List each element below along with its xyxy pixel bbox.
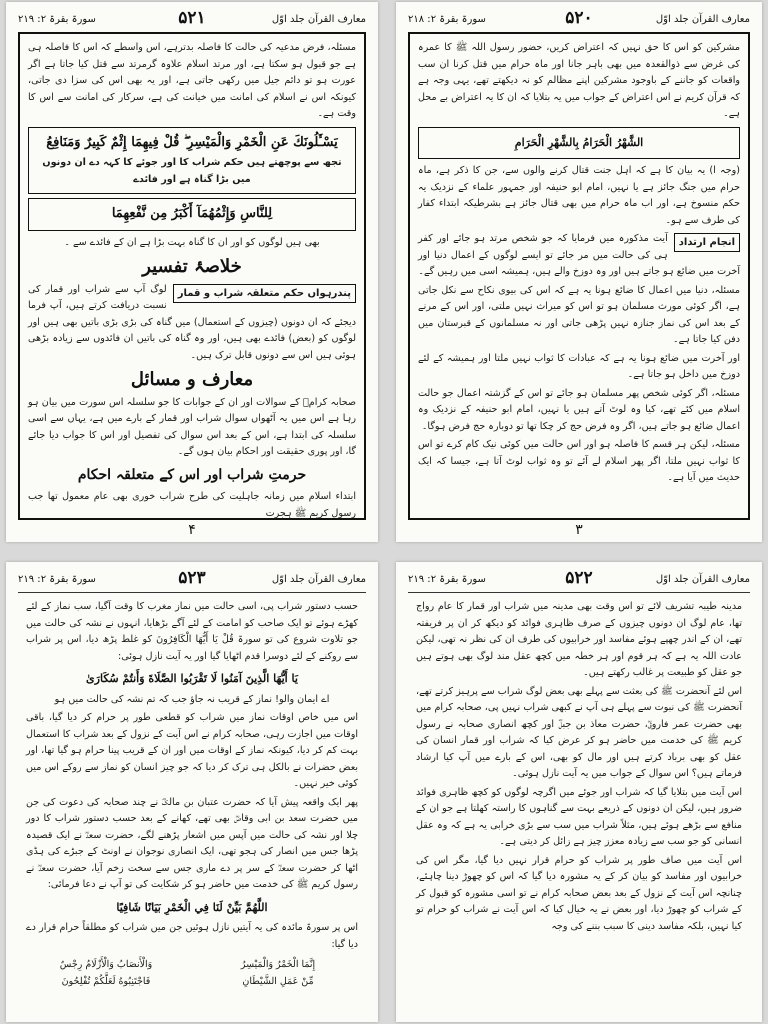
maarif-heading: معارف و مسائل — [130, 369, 254, 390]
side-note: انجام ارتداد — [674, 233, 740, 252]
quran-verse-2: لِلنَّاسِ وَإِثْمُهُمَآ أَكْبَرُ مِن نَّفْعِهِمَا — [111, 206, 273, 221]
verse-cell: إِنَّمَا الْخَمْرُ وَالْمَيْسِرُ — [240, 959, 316, 970]
quran-verse: الشَّهْرُ الْحَرَامُ بِالشَّهْرِ الْحَرَامِ — [514, 135, 644, 149]
paragraph: آیت مذکورہ میں فرمایا کہ جو شخص مرتد ہو جائے اور کفر ہی کی حالت میں مر جائے تو ایسے لوگوں کے اعمال دنیا اور آخرت میں ضائع ہو جاتے ہیں اور وہ دوزخ والے ہیں، ہمیشہ اسی میں رہیں گے۔ — [418, 233, 740, 277]
paragraph-last: ابتداء اسلام میں زمانہ جاہلیت کی طرح شراب خوری بھی عام معمول تھا جب رسول کریم ﷺ ہجرت — [28, 491, 356, 519]
paragraph: حسب دستور شراب پی، اسی حالت میں نماز مغرب کا وقت آگیا، سب نماز کے لئے کھڑے ہوئے تو ایک صاحب کو امامت کے لئے آگے بڑھایا، انہوں نے نشہ کی حالت میں جو تلاوت شروع کی تو سورۃ قُلْ يَا أَيُّهَا الْكَافِرُونَ کو غلط پڑھ دیا، اس پر شراب سے روکنے کے لئے دوسرا قدم اٹھایا گیا اور یہ آیت نازل ہوئی: — [26, 601, 358, 662]
page-number: ۵۲۳ — [178, 568, 206, 588]
verse-box-2 — [28, 198, 356, 231]
paragraph: مسئلہ، اگر کوئی شخص پھر مسلمان ہو جائے تو اس کے گزشتہ اعمال جو حالت اسلام میں کئے تھے، کیا وہ لوٹ آتے ہیں یا نہیں، امام ابو حنیفہ کے نزدیک وہ اعمال ضائع ہو جاتے ہیں، اگر وہ فرض حج کر چکا تھا تو دوبارہ حج فرض ہوگا۔ — [418, 387, 740, 432]
paragraph: اور آخرت میں ضائع ہونا یہ ہے کہ عبادات کا ثواب نہیں ملتا اور ہمیشہ کے لئے دوزخ میں داخل ہو جاتا ہے۔ — [418, 352, 740, 380]
page-frame — [408, 32, 750, 520]
section-subheading: حرمتِ شراب اور اس کے متعلقہ احکام — [77, 466, 307, 483]
surah-ref: سورۃ بقرۃ ۲: ۲۱۹ — [18, 14, 96, 25]
book-title: معارف القرآن جلد اوّل — [655, 574, 750, 585]
paragraph: اس آیت میں بتلایا گیا کہ شراب اور جوئے میں اگرچہ لوگوں کو کچھ ظاہری فوائد ضرور ہیں، لیکن ان دونوں کے ذریعے بہت سے گناہوں کا راستہ کھلتا ہے جو ان کے منافع سے بڑھے ہوئے ہیں، مثلاً شراب میں سب سے بڑی خرابی یہ ہے کہ وہ عقل انسانی کو جو سب سے زیادہ معزز چیز ہے زائل کر دیتی ہے۔ — [416, 786, 742, 847]
paragraph: اس میں خاص اوقات نماز میں شراب کو قطعی طور پر حرام کر دیا گیا، باقی اوقات میں اجازت رہی، صحابہ کرام نے اس آیت کے نزول کے بعد شراب کا استعمال بہت کم کر دیا، کیونکہ نماز کے اوقات میں اور ان کے قریب پینا حرام ہو گیا تھا، اور بعض حضرات نے بالکل ہی ترک کر دیا کہ جو چیز انسان کو نماز سے روکے اس میں کوئی خیر نہیں۔ — [26, 712, 358, 789]
quran-verse: يَا أَيُّهَا الَّذِينَ آمَنُوا لَا تَقْرَبُوا الصَّلَاةَ وَأَنتُمْ سُكَارَىٰ — [86, 672, 298, 685]
page-header — [18, 10, 366, 32]
footer-mark: ۴ — [188, 522, 196, 538]
surah-ref: سورۃ بقرۃ ۲: ۲۱۹ — [408, 574, 486, 585]
paragraph: اس پر سورۃ مائدہ کی یہ آیتیں نازل ہوئیں جن میں شراب کو مطلقاً حرام قرار دے دیا گیا: — [26, 922, 358, 950]
paragraph: مدینہ طیبہ تشریف لائے تو اس وقت بھی مدینہ میں شراب اور قمار کا عام رواج تھا، عام لوگ ان دونوں چیزوں کے صرف ظاہری فوائد کو دیکھ کر ان پر فریفتہ تھے، ان کے اندر چھپے ہوئے مفاسد اور خرابیوں کی طرف ان کی نظر نہ تھی، لیکن عادت اللہ یہ ہے کہ ہر قوم اور ہر خطہ میں کچھ عقل مند لوگ بھی ہوتے ہیں جو عقل کو طبیعت پر غالب رکھتے ہیں۔ — [416, 601, 742, 678]
verse-box — [28, 127, 356, 195]
paragraph: اس آیت میں صاف طور پر شراب کو حرام قرار نہیں دیا گیا، مگر اس کی خرابیوں اور مفاسد کو بیان کر کے یہ مشورہ دیا گیا کہ اس کو چھوڑ دینا چاہئے، چنانچہ اس آیت کے نزول کے بعد بعض صحابہ کرام نے تو اسی مشورہ کو قبول کر کے شراب کو چھوڑ دیا، اور بعض نے یہ خیال کیا کہ اس آیت نے شراب کو حرام تو کیا نہیں، بلکہ مفاسد دینی کا سبب بننے کی وجہ — [416, 854, 742, 932]
page-522 — [396, 562, 762, 1022]
maarif-paragraph: صحابہ کرامؓ کے سوالات اور ان کے جوابات کا جو سلسلہ اس سورت میں بیان ہو رہا ہے اس میں یہ آٹھواں سوال شراب اور قمار کے بارے میں ہے، یہاں سے اسی سلسلہ کی ابتدا ہے، اس کے بعد اس سوال کی تفصیل اور اس کا جواب دیا جائے گا، اور پوری حقیقت اور احکام بیان ہوں گے۔ — [28, 396, 356, 457]
paragraph: مسئلہ، لیکن ہر قسم کا فاصلہ ہو اور اس حالت میں کوئی نیک کام کرے تو اس کا ثواب نہیں ملتا، اگر پھر اسلام لے آئے تو وہ ثواب لوٹ آتا ہے، جیسا کہ ایک حدیث میں آیا ہے۔ — [418, 439, 740, 483]
paragraph: پھر ایک واقعہ پیش آیا کہ حضرت عتبان بن مالکؓ نے چند صحابہ کی دعوت کی جن میں حضرت سعد بن ابی وقاصؓ بھی تھے، کھانے کے بعد حسب دستور شراب کا دور چلا اور نشہ کی حالت میں آپس میں اشعار پڑھنے لگے، حضرت سعدؓ نے ایک قصیدہ پڑھا جس میں انصار کی ہجو تھی، ایک انصاری نوجوان نے اونٹ کے جبڑے کی ہڈی اٹھا کر حضرت سعدؓ کے سر پر دے ماری جس سے سخت زخم آیا، حضرت سعدؓ نے رسول کریم ﷺ کی خدمت میں حاضر ہو کر شکایت کی تو آپ نے دعا فرمائی: — [26, 796, 358, 890]
book-title: معارف القرآن جلد اوّل — [271, 14, 366, 25]
tafseer-paragraph: لوگ آپ سے شراب اور قمار کی نسبت دریافت کرتے ہیں، آپ فرما دیجئے کہ ان دونوں (چیزوں کے استعمال) میں گناہ کی بڑی بڑی باتیں بھی ہیں اور لوگوں کو (بعض) فائدے بھی ہیں، اور وہ گناہ کی باتیں ان فائدوں سے زیادہ بڑھی ہوئی ہیں اس سے دونوں قابل ترک ہیں۔ — [28, 283, 356, 361]
verse-cell: مِّنْ عَمَلِ الشَّيْطَانِ — [242, 976, 314, 987]
verse-box — [418, 127, 740, 160]
paragraph: مشرکین کو اس کا حق نہیں کہ اعتراض کریں، حضور رسول اللہ ﷺ کا عمرہ کی غرض سے ذوالقعدہ میں بھی باہر جانا اور ماہ حرام میں قتل کرنا ان سب واقعات کو جاننے کے باوجود مشرکین اپنے مظالم کو نہ دیکھتے تھے، یہی وجہ ہے کہ قرآن کریم نے اس اعتراض کے جواب میں یہ بتلایا کہ ان کا یہ اعتراض بے محل ہے۔ — [418, 42, 740, 119]
paragraph: مسئلہ، دنیا میں اعمال کا ضائع ہونا یہ ہے کہ اس کی بیوی نکاح سے نکل جاتی ہے، اگر کوئی مورث مسلمان ہو تو اس کو میراث نہیں ملتی، اور اس کے مرنے کے بعد اس کی نماز جنازہ نہیں پڑھی جاتی اور نہ مسلمانوں کے قبرستان میں دفن کیا جاتا ہے۔ — [418, 284, 740, 345]
page-header — [408, 10, 750, 32]
verse-translation-2: بھی ہیں لوگوں کو اور ان کا گناہ بہت بڑا ہے ان کے فائدے سے ۔ — [64, 236, 320, 248]
page-523 — [6, 562, 378, 1022]
footer-mark: ۳ — [575, 522, 583, 538]
verse-translation: تجھ سے پوچھتے ہیں حکم شراب کا اور جوئے کا کہہ دے ان دونوں میں بڑا گناہ ہے اور فائدے — [42, 157, 342, 185]
page-header — [18, 570, 366, 592]
page-body — [408, 592, 750, 1000]
verse-translation: اے ایمان والو! نماز کے قریب نہ جاؤ جب کہ تم نشہ کی حالت میں ہو — [54, 693, 330, 705]
book-title: معارف القرآن جلد اوّل — [271, 574, 366, 585]
paragraph: (وجہ ا) یہ بیان کا ہے کہ اہل جنت قتال کرنے والوں سے، جن کا ذکر ہے، ماہ حرام میں جنگ جائز ہے یا نہیں، امام ابو حنیفہ اور جمہور علماء کے نزدیک یہ حکم منسوخ ہے، اور اب ماہ حرام میں بھی قتال جائز ہے بشرطیکہ ابتداء کفار کی طرف سے ہو۔ — [418, 165, 740, 226]
quran-verse: يَسْـَٔلُونَكَ عَنِ الْخَمْرِ وَالْمَيْسِرِ ۖ قُلْ فِيهِمَا إِثْمٌ كَبِيرٌ وَمَنَافِعُ — [46, 134, 338, 150]
verse-grid — [26, 957, 358, 989]
page-520 — [396, 2, 762, 542]
page-number: ۵۲۱ — [178, 8, 206, 28]
tafseer-heading: خلاصۂ تفسیر — [142, 256, 242, 277]
page-521 — [6, 2, 378, 542]
verse-cell: وَالْأَنصَابُ وَالْأَزْلَامُ رِجْسٌ — [59, 959, 153, 970]
page-header — [408, 570, 750, 592]
book-title: معارف القرآن جلد اوّل — [655, 14, 750, 25]
verse-cell: فَاجْتَنِبُوهُ لَعَلَّكُمْ تُفْلِحُونَ — [61, 976, 151, 987]
dua-line: اللَّهُمَّ بَيِّنْ لَنَا فِي الْخَمْرِ بَيَانًا شَافِيًا — [116, 900, 268, 914]
page-frame — [18, 32, 366, 520]
surah-ref: سورۃ بقرۃ ۲: ۲۱۹ — [18, 574, 96, 585]
paragraph: اس لئے آنحضرت ﷺ کی بعثت سے پہلے بھی بعض لوگ شراب سے پرہیز کرتے تھے، آنحضرت ﷺ کی نبوت سے پہلے ہی آپ نے کبھی شراب نہیں پی، صحابہ کرام میں بھی حضرت عمر فاروقؓ، حضرت معاذ بن جبلؓ اور کچھ انصاری صحابہ نے رسول کریم ﷺ کی خدمت میں حاضر ہو کر عرض کیا کہ شراب اور قمار انسان کی عقل کو بھی برباد کرتے ہیں اور مال کو بھی، اس کے بارے میں آپ کیا ارشاد فرماتے ہیں؟ اس سوال کے جواب میں یہ آیت نازل ہوئی۔ — [416, 685, 742, 779]
surah-ref: سورۃ بقرۃ ۲: ۲۱۸ — [408, 14, 486, 25]
side-note: پندرہواں حکم متعلقہ شراب و قمار — [173, 284, 356, 303]
page-number: ۵۲۰ — [565, 8, 593, 28]
page-number: ۵۲۲ — [565, 568, 593, 588]
page-body — [18, 592, 366, 1000]
paragraph: مسئلہ، فرض مدعیہ کی حالت کا فاصلہ بدترہے، اس واسطے کہ اس کا فاصلہ ہی ہے جو قبول ہو سکتا ہے، اور مرتد اسلام علاوہ گرمرتد سے قتل کیا جاتا ہے اگر عورت ہو تو دائم جیل میں رکھی جاتی ہے، اور یہ بھی اس کی سزا دی جاتی، کیونکہ اس نے اسلام کی امانت میں خیانت کی ہے، سرکار کی امانت سے اس کا وقت ہے۔ — [28, 42, 356, 119]
